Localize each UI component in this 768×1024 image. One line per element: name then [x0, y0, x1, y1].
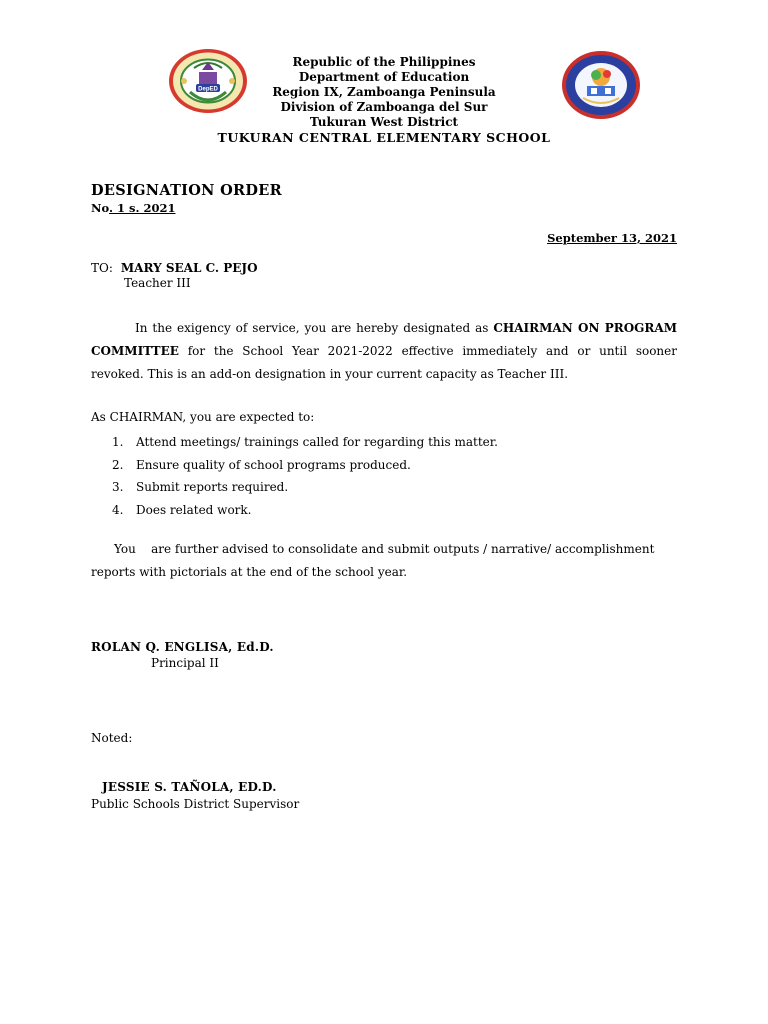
- recipient-name: MARY SEAL C. PEJO: [120, 261, 258, 275]
- supervisor-name: JESSIE S. TAÑOLA, ED.D.: [102, 780, 277, 794]
- paragraph-rest: for the School Year 2021-2022 effective immediately and or until sooner revoked. This is an add-on designation in your current capacity as Teacher III.: [91, 344, 677, 381]
- recipient-line: [91, 261, 258, 275]
- duties-list: [112, 431, 498, 521]
- supervisor-position: Public Schools District Supervisor: [91, 797, 300, 811]
- order-number-label: No: [91, 201, 109, 215]
- item-text: Does related work.: [136, 502, 252, 517]
- principal-position: Principal II: [151, 656, 219, 670]
- list-item: [112, 431, 498, 454]
- principal-name: ROLAN Q. ENGLISA, Ed.D.: [91, 640, 274, 654]
- paragraph-intro: In the exigency of service, you are hereby designated as: [135, 321, 494, 335]
- document-title: DESIGNATION ORDER: [91, 182, 282, 199]
- to-label: TO:: [91, 261, 113, 275]
- item-text: Submit reports required.: [136, 480, 289, 494]
- item-number: 3.: [112, 480, 124, 494]
- header-republic: Republic of the Philippines: [292, 55, 476, 69]
- advisory-text: are further advised to consolidate and submit outputs / narrative/ accomplishment reports with pictorials at the end of the school year.: [91, 542, 655, 579]
- item-number: 4.: [112, 502, 124, 517]
- item-number: 1.: [112, 435, 124, 449]
- document-date: September 13, 2021: [547, 231, 677, 245]
- header-department: Department of Education: [298, 70, 470, 84]
- header-division: Division of Zamboanga del Sur: [280, 100, 488, 114]
- list-item: [112, 499, 498, 522]
- header-district: Tukuran West District: [309, 115, 459, 129]
- header-school: TUKURAN CENTRAL ELEMENTARY SCHOOL: [217, 130, 551, 145]
- advisory-paragraph: [91, 538, 677, 584]
- order-number: [91, 201, 176, 215]
- designation-role: CHAIRMAN ON PROGRAM COMMITTEE: [91, 321, 677, 358]
- svg-text:DepED: DepED: [198, 86, 218, 93]
- letterhead: [0, 55, 768, 145]
- noted-label: Noted:: [91, 731, 133, 745]
- item-text: Attend meetings/ trainings called for regarding this matter.: [136, 435, 498, 449]
- item-number: 2.: [112, 457, 124, 472]
- advisory-first-word: You: [114, 542, 136, 556]
- item-text: Ensure quality of school programs produced.: [136, 457, 411, 472]
- order-number-value: . 1 s. 2021: [108, 201, 176, 215]
- designation-paragraph: [91, 317, 677, 386]
- list-item: [112, 454, 498, 477]
- header-region: Region IX, Zamboanga Peninsula: [272, 85, 496, 99]
- expectations-intro: As CHAIRMAN, you are expected to:: [91, 410, 315, 424]
- list-item: [112, 476, 498, 499]
- recipient-position: Teacher III: [124, 276, 191, 290]
